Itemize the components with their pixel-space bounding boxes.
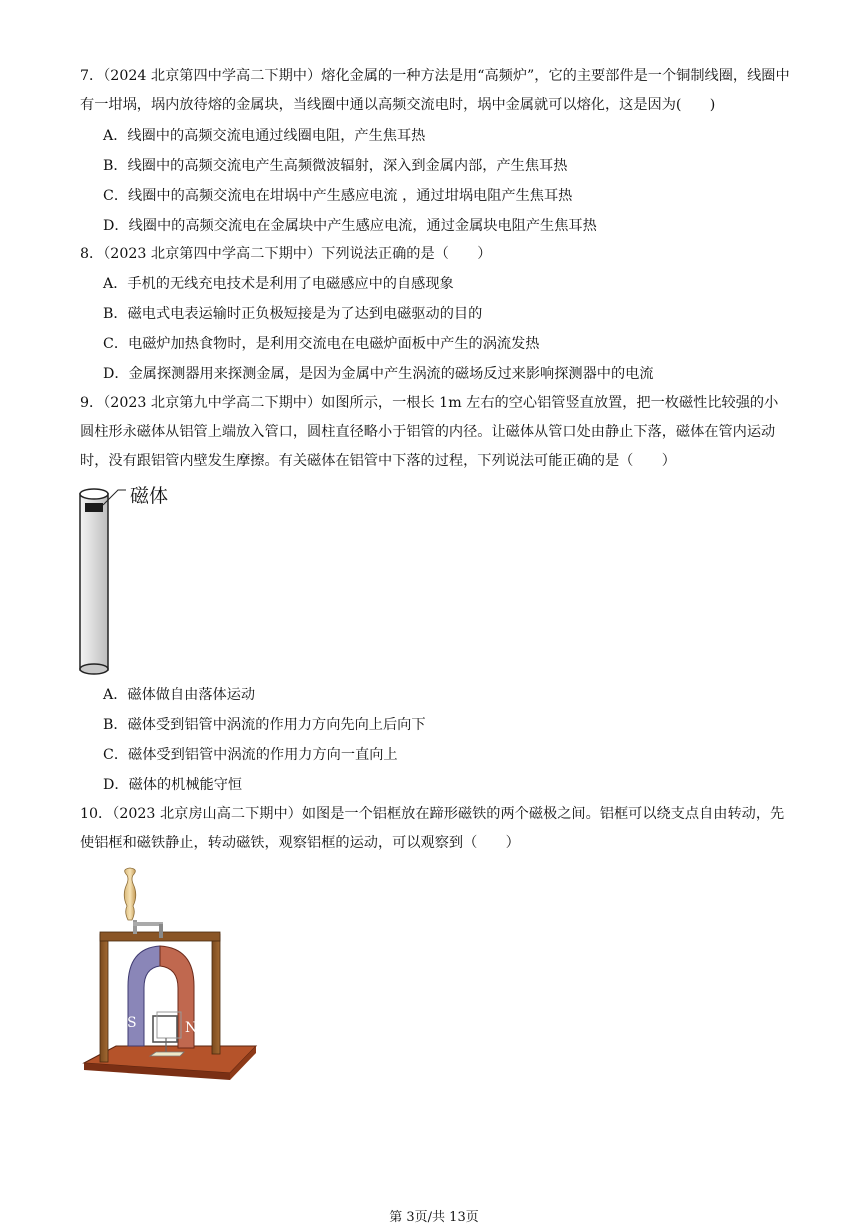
question-7-option-b: B．线圈中的高频交流电产生高频微波辐射，深入到金属内部，产生焦耳热 bbox=[103, 158, 568, 174]
crank-arm bbox=[133, 922, 163, 926]
frame-right-post bbox=[212, 934, 220, 1054]
question-8-option-a: A．手机的无线充电技术是利用了电磁感应中的自感现象 bbox=[103, 276, 454, 292]
question-9-option-c: C．磁体受到铝管中涡流的作用力方向一直向上 bbox=[103, 747, 398, 763]
pole-s-label: S bbox=[127, 1015, 137, 1031]
question-7-option-d: D．线圈中的高频交流电在金属块中产生感应电流，通过金属块电阻产生焦耳热 bbox=[103, 218, 597, 234]
question-7-option-c: C．线圈中的高频交流电在坩埚中产生感应电流 ，通过坩埚电阻产生焦耳热 bbox=[103, 188, 573, 204]
magnet-label: 磁体 bbox=[130, 485, 169, 507]
question-8-option-d: D．金属探测器用来探测金属，是因为金属中产生涡流的磁场反过来影响探测器中的电流 bbox=[103, 366, 654, 382]
question-10-stem: 10．（2023 北京房山高二下期中）如图是一个铝框放在蹄形磁铁的两个磁极之间。铝框可以绕支点自由转动，先使铝框和磁铁静止，转动磁铁，观察铝框的运动，可以观察到（ ） bbox=[80, 806, 785, 851]
question-8-option-b: B．磁电式电表运输时正负极短接是为了达到电磁驱动的目的 bbox=[103, 306, 483, 322]
question-7-option-a: A．线圈中的高频交流电通过线圈电阻，产生焦耳热 bbox=[103, 128, 426, 144]
question-9-option-b: B．磁体受到铝管中涡流的作用力方向先向上后向下 bbox=[103, 717, 426, 733]
question-9-option-a: A．磁体做自由落体运动 bbox=[103, 687, 256, 703]
tube-body bbox=[80, 494, 108, 670]
wooden-handle bbox=[124, 868, 136, 920]
pole-n-label: N bbox=[185, 1020, 198, 1036]
question-8-option-c: C．电磁炉加热食物时，是利用交流电在电磁炉面板中产生的涡流发热 bbox=[103, 336, 540, 352]
question-9-option-d: D．磁体的机械能守恒 bbox=[103, 777, 243, 793]
magnet bbox=[85, 503, 103, 512]
question-7-stem: 7．（2024 北京第四中学高二下期中）熔化金属的一种方法是用“高频炉”，它的主要部件是一个铜制线圈，线圈中有一坩埚，埚内放待熔的金属块，当线圈中通以高频交流电时，埚中金属就可以熔化，这是因为( ) bbox=[80, 68, 790, 113]
tube-top bbox=[80, 489, 108, 499]
aluminum-tube-figure bbox=[76, 482, 186, 677]
crank-shaft bbox=[159, 924, 163, 938]
magnet-south-arm bbox=[128, 946, 160, 1046]
page-number: 第 3页/共 13页 bbox=[389, 1210, 479, 1225]
question-8-stem: 8．（2023 北京第四中学高二下期中）下列说法正确的是（ ） bbox=[80, 246, 492, 262]
pivot-stand bbox=[150, 1052, 184, 1056]
horseshoe-magnet-figure bbox=[78, 866, 263, 1098]
frame-left-post bbox=[100, 934, 108, 1062]
question-9-stem: 9．（2023 北京第九中学高二下期中）如图所示，一根长 1m 左右的空心铝管竖直放置，把一枚磁性比较强的小圆柱形永磁体从铝管上端放入管口，圆柱直径略小于铝管的内径。让磁体从管口处由静止下落，磁体在管内运动时，没有跟铝管内壁发生摩擦。有关磁体在铝管中下落的过程，下列说法可能正确的是（ ） bbox=[80, 395, 779, 469]
tube-bottom bbox=[80, 664, 108, 674]
